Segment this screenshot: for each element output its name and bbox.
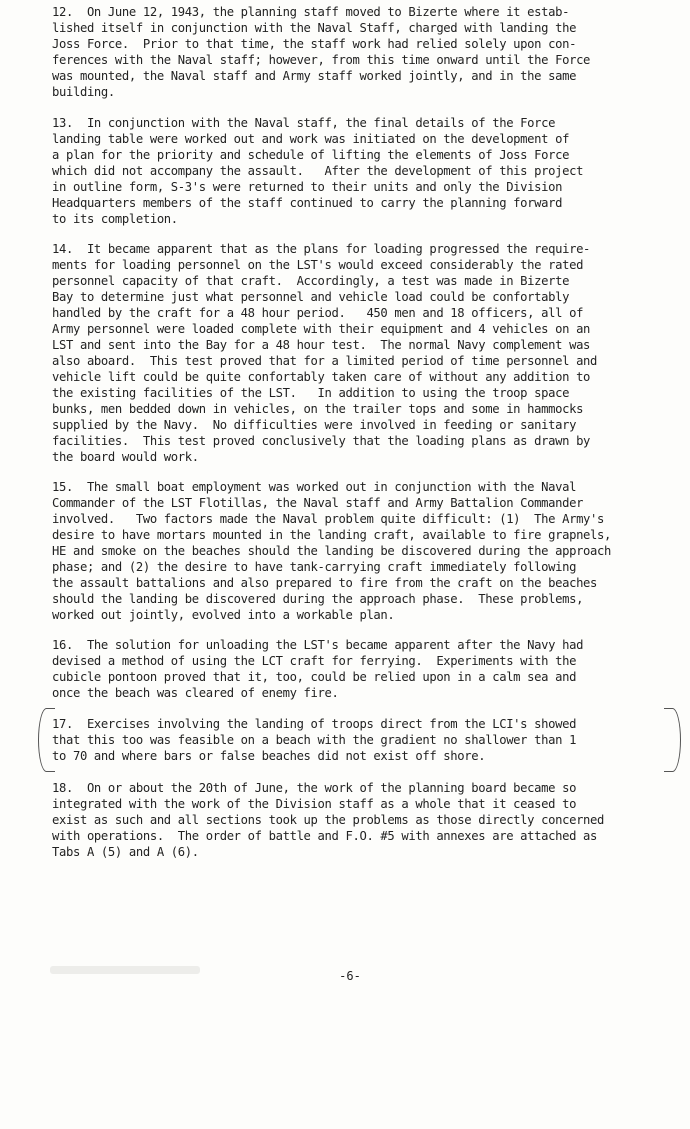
text-line: LST and sent into the Bay for a 48 hour test. The normal Navy complement was: [52, 338, 591, 352]
text-line: Headquarters members of the staff continued to carry the planning forward: [52, 196, 563, 210]
text-line: 13. In conjunction with the Naval staff, the final details of the Force: [52, 116, 556, 130]
text-line: exist as such and all sections took up the problems as those directly concerned: [52, 813, 605, 827]
text-line: the board would work.: [52, 450, 199, 464]
paragraph-17: [52, 716, 680, 764]
text-line: 14. It became apparent that as the plans for loading progressed the require-: [52, 242, 591, 256]
text-line: in outline form, S-3's were returned to their units and only the Division: [52, 180, 563, 194]
text-line: bunks, men bedded down in vehicles, on the trailer tops and some in hammocks: [52, 402, 584, 416]
text-line: that this too was feasible on a beach with the gradient no shallower than 1: [52, 733, 577, 747]
text-line: 17. Exercises involving the landing of troops direct from the LCI's showed: [52, 717, 577, 731]
paragraph-18: [52, 780, 680, 860]
text-line: devised a method of using the LCT craft for ferrying. Experiments with the: [52, 654, 577, 668]
paragraph-16: [52, 637, 680, 701]
text-line: Tabs A (5) and A (6).: [52, 845, 199, 859]
text-line: to 70 and where bars or false beaches did not exist off shore.: [52, 749, 486, 763]
text-line: Joss Force. Prior to that time, the staff work had relied solely upon con-: [52, 37, 577, 51]
text-line: lished itself in conjunction with the Naval Staff, charged with landing the: [52, 21, 577, 35]
paragraph-13: [52, 115, 680, 227]
text-line: with operations. The order of battle and F.O. #5 with annexes are attached as: [52, 829, 598, 843]
text-line: phase; and (2) the desire to have tank-carrying craft immediately following: [52, 560, 577, 574]
paragraph-14: [52, 241, 680, 465]
paragraph-15: [52, 479, 680, 623]
text-line: Bay to determine just what personnel and vehicle load could be confortably: [52, 290, 570, 304]
text-line: should the landing be discovered during the approach phase. These problems,: [52, 592, 584, 606]
text-line: the existing facilities of the LST. In addition to using the troop space: [52, 386, 570, 400]
text-line: 16. The solution for unloading the LST's became apparent after the Navy had: [52, 638, 584, 652]
paragraph-12: [52, 4, 680, 100]
text-line: 12. On June 12, 1943, the planning staff moved to Bizerte where it estab-: [52, 5, 570, 19]
text-line: was mounted, the Naval staff and Army staff worked jointly, and in the same: [52, 69, 577, 83]
text-line: worked out jointly, evolved into a workable plan.: [52, 608, 395, 622]
text-line: Army personnel were loaded complete with their equipment and 4 vehicles on an: [52, 322, 591, 336]
text-line: to its completion.: [52, 212, 178, 226]
text-line: HE and smoke on the beaches should the landing be discovered during the approach: [52, 544, 612, 558]
page-number: -6-: [339, 969, 361, 983]
text-line: 18. On or about the 20th of June, the work of the planning board became so: [52, 781, 577, 795]
text-line: desire to have mortars mounted in the landing craft, available to fire grapnels,: [52, 528, 612, 542]
text-line: cubicle pontoon proved that it, too, could be relied upon in a calm sea and: [52, 670, 577, 684]
text-line: also aboard. This test proved that for a limited period of time personnel and: [52, 354, 598, 368]
text-line: landing table were worked out and work was initiated on the development of: [52, 132, 570, 146]
text-line: ferences with the Naval staff; however, from this time onward until the Force: [52, 53, 591, 67]
text-line: supplied by the Navy. No difficulties were involved in feeding or sanitary: [52, 418, 577, 432]
text-line: integrated with the work of the Division staff as a whole that it ceased to: [52, 797, 577, 811]
text-line: facilities. This test proved conclusively that the loading plans as drawn by: [52, 434, 591, 448]
text-line: handled by the craft for a 48 hour period. 450 men and 18 officers, all of: [52, 306, 584, 320]
text-line: ments for loading personnel on the LST's would exceed considerably the rated: [52, 258, 584, 272]
text-line: which did not accompany the assault. After the development of this project: [52, 164, 584, 178]
text-line: the assault battalions and also prepared to fire from the craft on the beaches: [52, 576, 598, 590]
text-line: once the beach was cleared of enemy fire.: [52, 686, 339, 700]
text-line: building.: [52, 85, 115, 99]
scan-smudge: [50, 966, 200, 974]
text-line: Commander of the LST Flotillas, the Naval staff and Army Battalion Commander: [52, 496, 584, 510]
text-line: involved. Two factors made the Naval problem quite difficult: (1) The Army's: [52, 512, 605, 526]
text-line: a plan for the priority and schedule of lifting the elements of Joss Force: [52, 148, 570, 162]
text-line: vehicle lift could be quite confortably taken care of without any addition to: [52, 370, 591, 384]
text-line: personnel capacity of that craft. Accordingly, a test was made in Bizerte: [52, 274, 570, 288]
text-line: 15. The small boat employment was worked out in conjunction with the Naval: [52, 480, 577, 494]
